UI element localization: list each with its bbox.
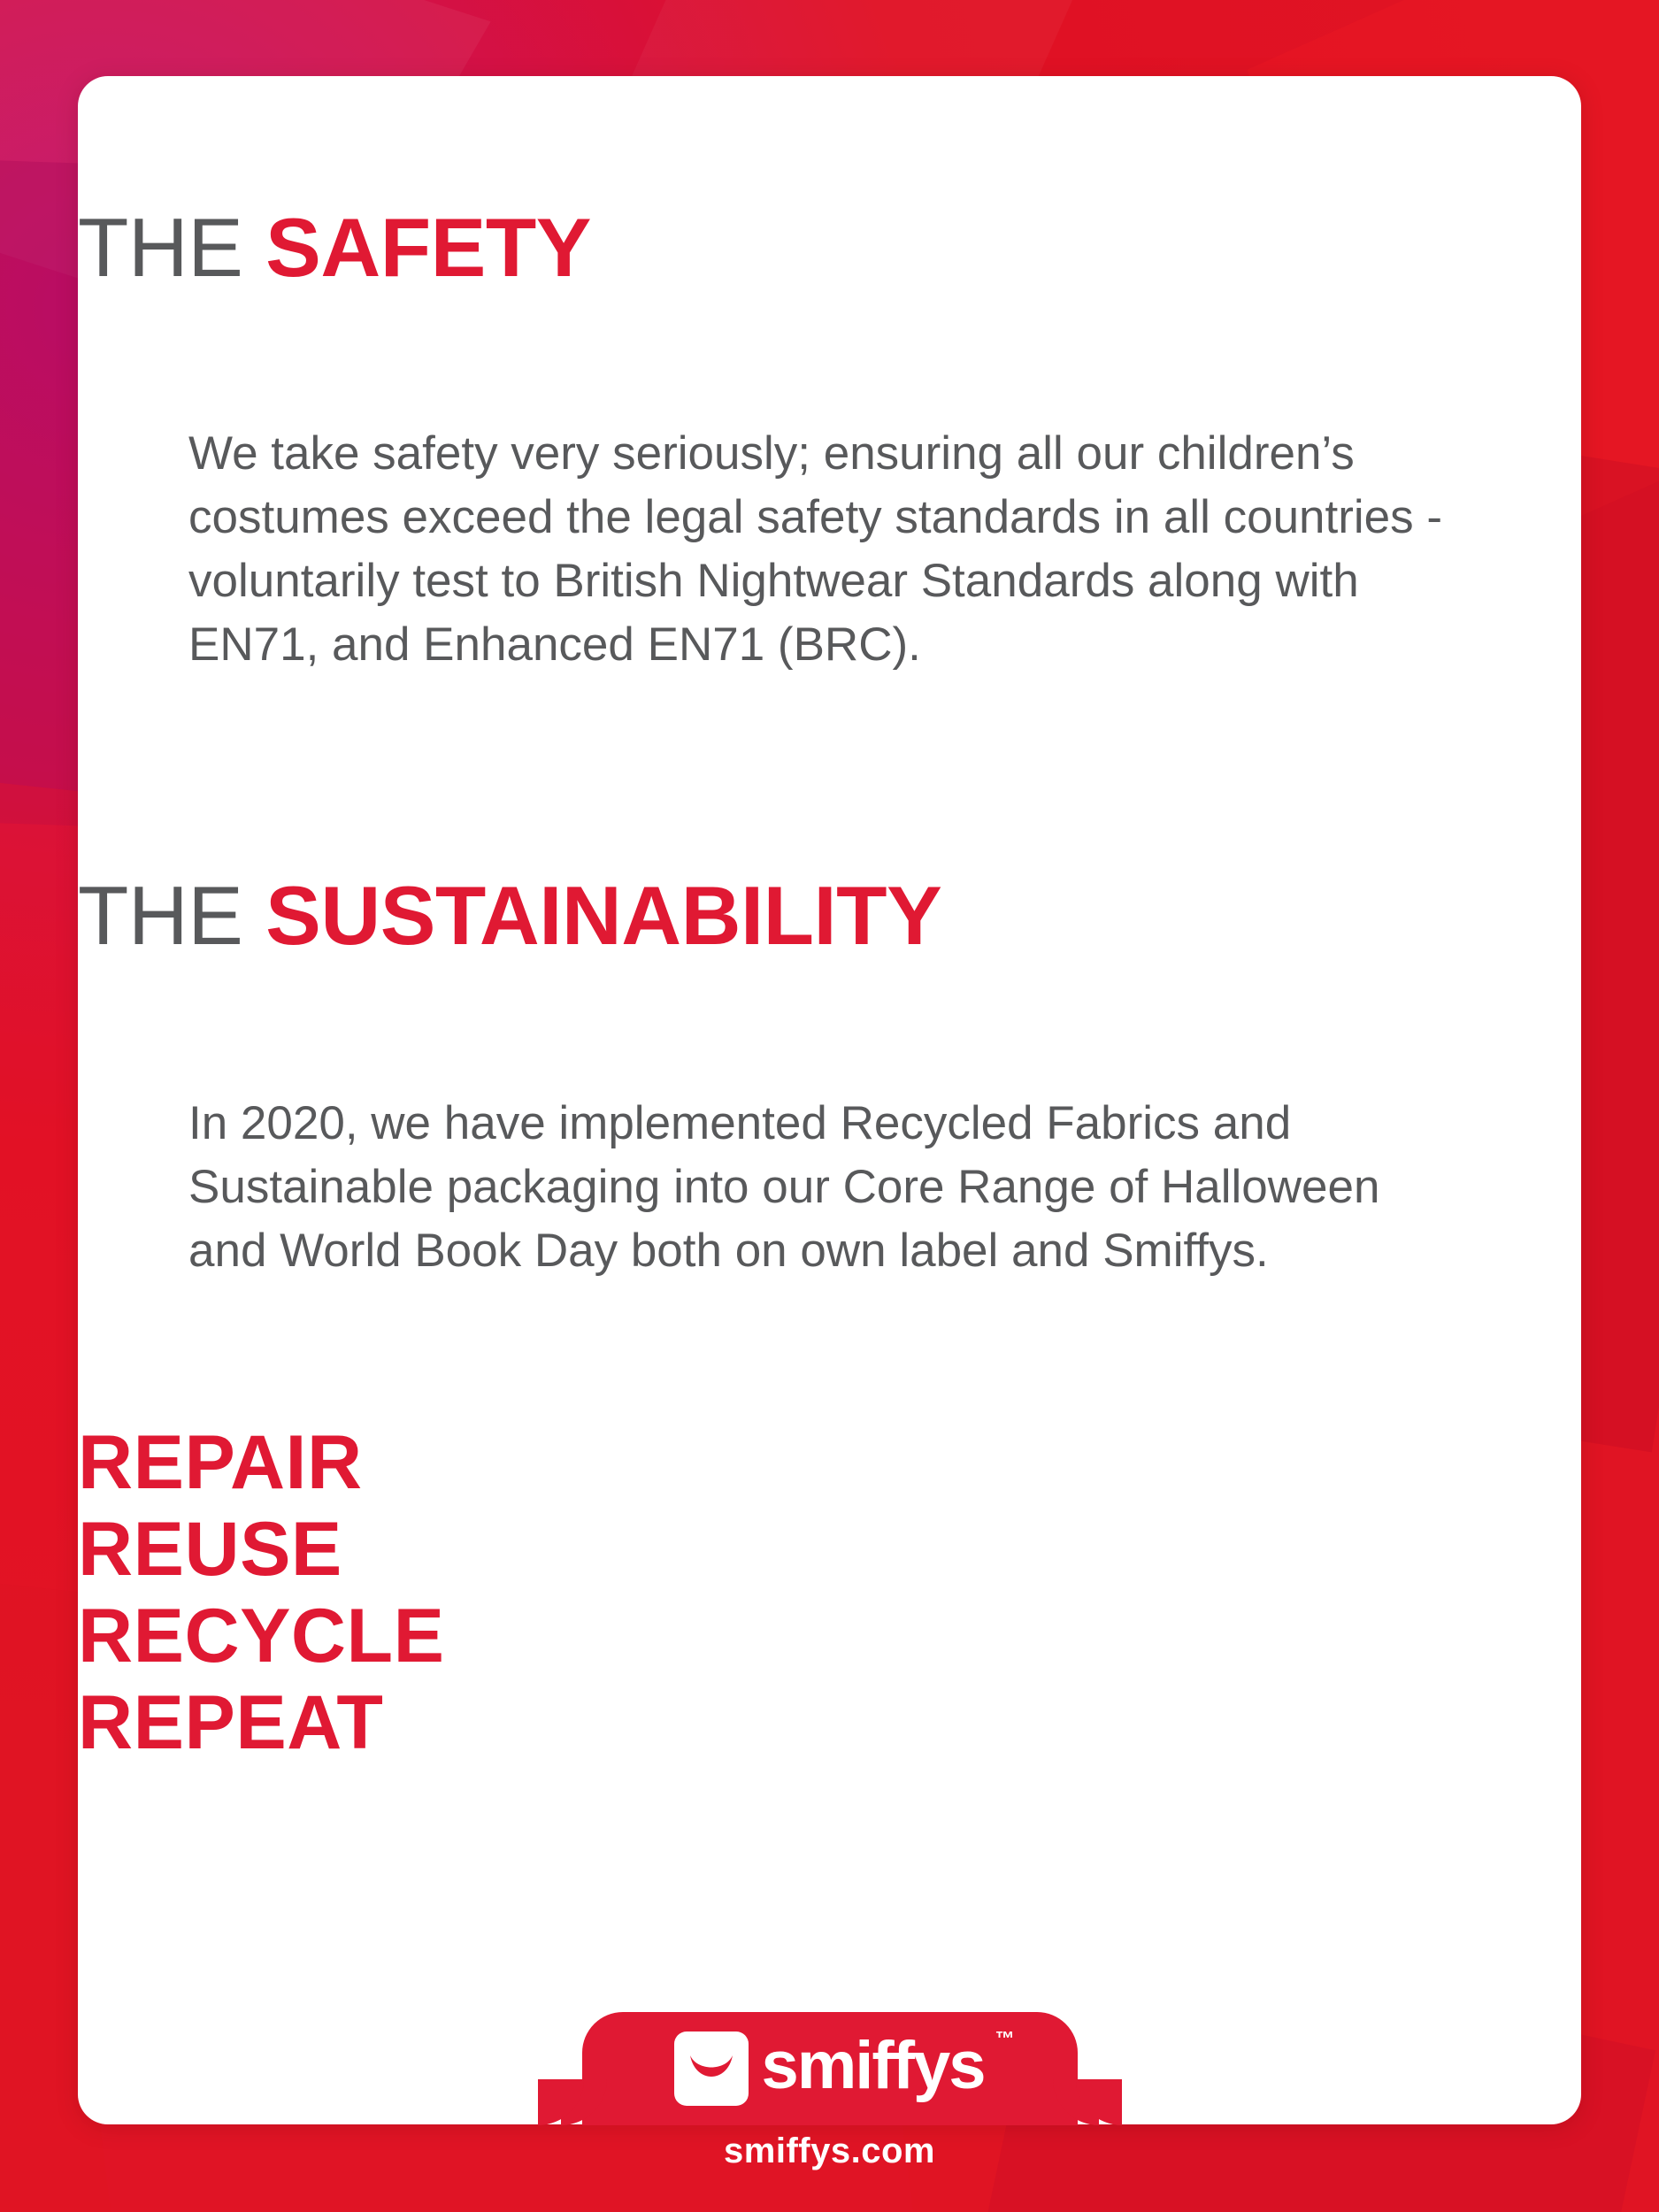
smile-icon [674, 2032, 749, 2106]
slogan-line-repeat: REPEAT [78, 1680, 384, 1766]
safety-heading-prefix: THE [78, 201, 266, 294]
safety-heading-accent: SAFETY [265, 201, 591, 294]
website-url[interactable]: smiffys.com [724, 2131, 935, 2170]
sustainability-body-text: In 2020, we have implemented Recycled Fabrics and Sustainable packaging into our Core Range of Halloween and World Book Day both on own label and Smiffys. [188, 1097, 1380, 1278]
safety-body-text: We take safety very seriously; ensuring all our children’s costumes exceed the legal safety standards in all countries - voluntarily test to British Nightwear Standards along with EN71, and Enhanced EN71 (BRC). [188, 427, 1443, 672]
brand-wordmark [761, 2027, 1015, 2105]
brand-wordmark-text: smiffys [761, 2028, 985, 2103]
slogan-block [78, 1419, 1581, 1766]
sustainability-heading [78, 869, 1581, 962]
brand-logo-tab [582, 2012, 1078, 2125]
slogan-line-recycle: RECYCLE [78, 1594, 445, 1679]
content-card [78, 76, 1581, 2124]
trademark-symbol: ™ [995, 2027, 1015, 2049]
sustainability-heading-prefix: THE [78, 869, 266, 962]
slogan-line-repair: REPAIR [78, 1420, 363, 1505]
slogan-line-reuse: REUSE [78, 1507, 342, 1593]
sustainability-heading-accent: SUSTAINABILITY [265, 869, 942, 962]
safety-heading [78, 201, 1581, 294]
